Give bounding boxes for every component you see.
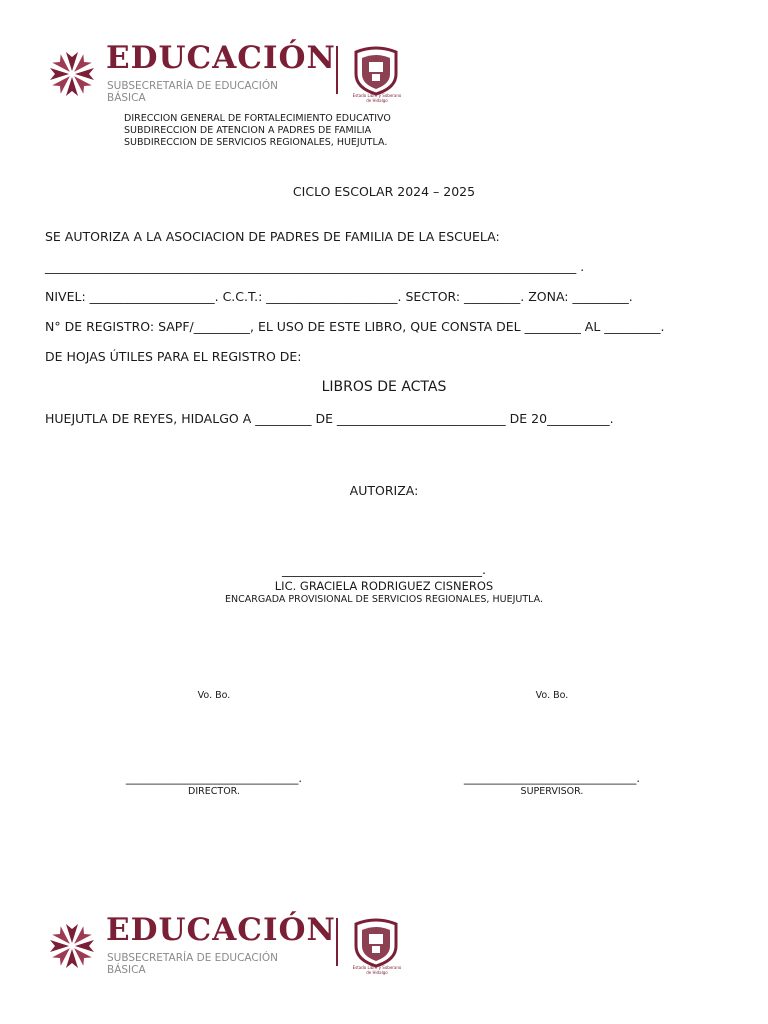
signer-name: LIC. GRACIELA RODRIGUEZ CISNEROS (274, 579, 494, 593)
school-cycle: CICLO ESCOLAR 2024 – 2025 (292, 184, 476, 199)
brand-title: EDUCACIÓN (106, 912, 336, 948)
supervisor-label: SUPERVISOR. (520, 786, 584, 797)
logo-divider (336, 46, 338, 94)
brand-title: EDUCACIÓN (106, 40, 336, 76)
registry-line: N° DE REGISTRO: SAPF/_________, EL USO DE ESTE LIBRO, QUE CONSTA DEL _________ AL _________. (45, 319, 665, 334)
director-signature-line: ______________________________. (125, 771, 303, 785)
header-line-2: SUBDIRECCION DE ATENCION A PADRES DE FAMILIA (124, 125, 372, 136)
pages-line: DE HOJAS ÚTILES PARA EL REGISTRO DE: (45, 349, 302, 364)
vobo-right: Vo. Bo. (535, 690, 569, 701)
star-logo-icon (46, 920, 98, 972)
hidalgo-seal-icon (350, 44, 402, 96)
brand-subtitle: SUBSECRETARÍA DE EDUCACIÓN BÁSICA (107, 952, 278, 976)
signature-line: ________________________________. (282, 562, 486, 577)
seal-caption: Estado Libre y Soberano de Hidalgo (352, 93, 402, 103)
brand-subtitle: SUBSECRETARÍA DE EDUCACIÓN BÁSICA (107, 80, 278, 104)
director-label: DIRECTOR. (188, 786, 240, 797)
star-center (69, 943, 75, 949)
book-type: LIBROS DE ACTAS (321, 379, 447, 395)
header-logo (46, 40, 406, 106)
seal-caption: Estado Libre y Soberano de Hidalgo (352, 965, 402, 975)
authorizes-label: AUTORIZA: (349, 483, 419, 498)
star-logo-icon (46, 48, 98, 100)
level-line: NIVEL: ____________________. C.C.T.: _____________________. SECTOR: _________. ZONA: _________. (45, 289, 633, 304)
supervisor-signature-line: ______________________________. (463, 771, 641, 785)
vobo-left: Vo. Bo. (197, 690, 231, 701)
header-line-1: DIRECCION GENERAL DE FORTALECIMIENTO EDUCATIVO (124, 113, 391, 124)
hidalgo-seal-icon (350, 916, 402, 968)
school-name-blank: _____________________________________________________________________________________ . (45, 259, 585, 274)
star-center (69, 71, 75, 77)
authorize-line: SE AUTORIZA A LA ASOCIACION DE PADRES DE FAMILIA DE LA ESCUELA: (45, 229, 500, 244)
signer-title: ENCARGADA PROVISIONAL DE SERVICIOS REGIONALES, HUEJUTLA. (225, 594, 543, 605)
logo-divider (336, 918, 338, 966)
header-line-3: SUBDIRECCION DE SERVICIOS REGIONALES, HUEJUTLA. (124, 137, 388, 148)
footer-logo (46, 912, 406, 978)
place-date-line: HUEJUTLA DE REYES, HIDALGO A _________ DE ___________________________ DE 20__________. (45, 411, 614, 426)
